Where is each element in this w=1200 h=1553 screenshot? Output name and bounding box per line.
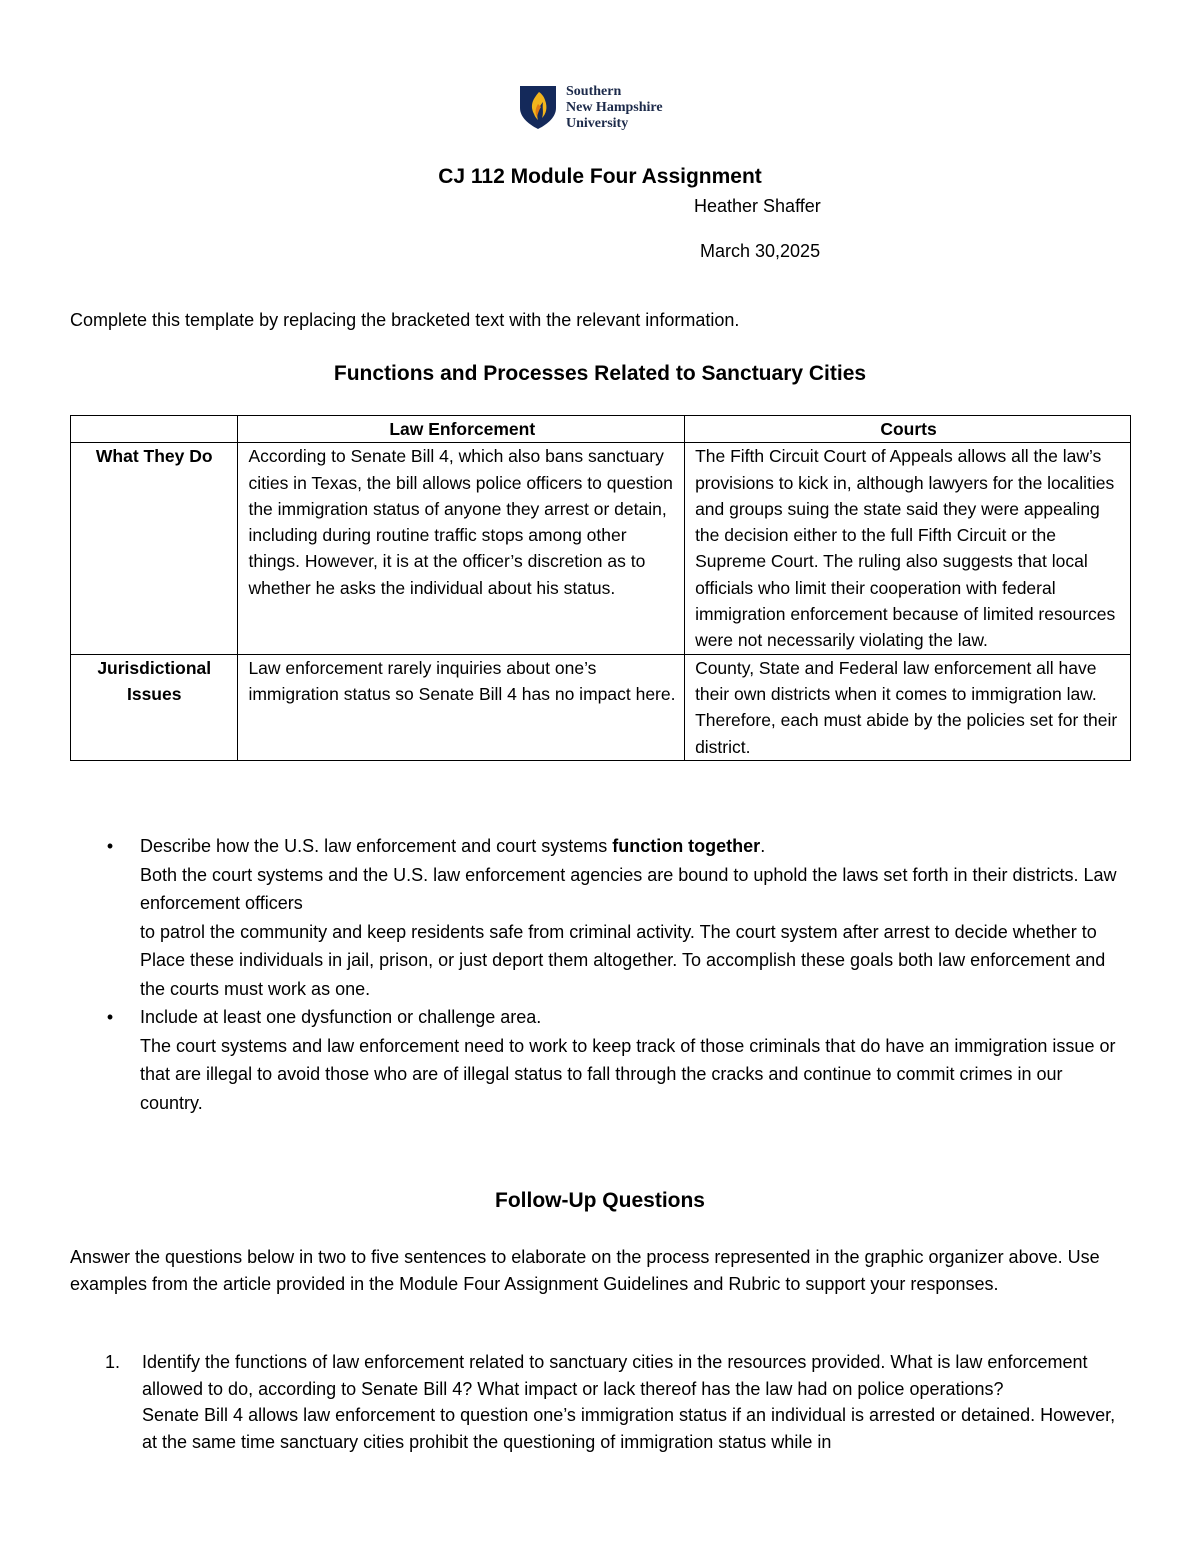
table-header-row [71, 416, 1131, 443]
bullet-prompt-emphasis: function together [612, 836, 761, 856]
list-item [100, 832, 1130, 1003]
bullet-answer-line: Place these individuals in jail, prison, or just deport them altogether. To accomplish these goals both law enforcement and the courts must work as one. [140, 950, 1106, 999]
table-row [71, 654, 1131, 760]
shield-flame-icon [518, 84, 558, 130]
list-item [100, 1003, 1130, 1117]
question-body [142, 1349, 1132, 1455]
logo-line-3: University [566, 116, 629, 131]
cell-courts: County, State and Federal law enforcement all have their own districts when it comes to immigration law. Therefore, each must abide by the policies set for their district. [685, 654, 1131, 760]
cell-law-enforcement: According to Senate Bill 4, which also bans sanctuary cities in Texas, the bill allows police officers to question the immigration status of anyone they arrest or detain, including during routine traffic stops among other things. However, it is at the officer’s discretion as to whether he asks the individual about his status. [238, 443, 685, 654]
section-heading-follow-up: Follow-Up Questions [495, 1189, 705, 1212]
bullet-list [100, 832, 1130, 1117]
follow-up-instructions: Answer the questions below in two to five sentences to elaborate on the process represented in the graphic organizer above. Use examples from the article provided in the Module Four Assignment Guidelines and Rubric to support your responses. [70, 1247, 1100, 1294]
logo-line-2: New Hampshire [566, 100, 663, 115]
row-label-jurisdictional-issues: Jurisdictional Issues [71, 654, 238, 760]
table-header-cell-empty [71, 416, 238, 443]
question-text: Identify the functions of law enforcement related to sanctuary cities in the resources provided. What is law enforcement allowed to do, according to Senate Bill 4? What impact or lack thereof has the law had on police operations? [142, 1352, 1088, 1399]
university-logo [518, 84, 698, 136]
table-header-courts: Courts [685, 416, 1131, 443]
template-instructions: Complete this template by replacing the bracketed text with the relevant information. [70, 310, 740, 330]
bullet-marker: • [106, 836, 114, 856]
bullet-answer-line: Both the court systems and the U.S. law enforcement agencies are bound to uphold the laws set forth in their districts. Law enforcement officers [140, 864, 1117, 913]
logo-wordmark [566, 84, 663, 132]
bullet-prompt-text: Describe how the U.S. law enforcement and court systems [140, 836, 613, 856]
author-name: Heather Shaffer [694, 196, 821, 216]
document-title: CJ 112 Module Four Assignment [438, 165, 762, 188]
cell-courts: The Fifth Circuit Court of Appeals allows all the law’s provisions to kick in, although lawyers for the localities and groups suing the state said they were appealing the decision either to the full Fifth Circuit or the Supreme Court. The ruling also suggests that local officials who limit their cooperation with federal immigration enforcement because of limited resources were not necessarily violating the law. [685, 443, 1131, 654]
cell-law-enforcement: Law enforcement rarely inquiries about one’s immigration status so Senate Bill 4 has no impact here. [238, 654, 685, 760]
section-heading-functions: Functions and Processes Related to Sanctuary Cities [333, 362, 867, 385]
question-number: 1. [105, 1352, 121, 1372]
bullet-prompt [140, 832, 1130, 861]
bullet-prompt-end: . [760, 836, 766, 856]
bullet-marker: • [106, 1007, 114, 1027]
bullet-prompt: Include at least one dysfunction or challenge area. [140, 1007, 542, 1027]
bullet-answer-line: to patrol the community and keep residents safe from criminal activity. The court system after arrest to decide whether to [140, 921, 1097, 942]
logo-line-1: Southern [566, 84, 622, 99]
table-header-law-enforcement: Law Enforcement [238, 416, 685, 443]
bullet-answer-line: The court systems and law enforcement need to work to keep track of those criminals that do have an immigration issue or that are illegal to avoid those who are of illegal status to fall through the cracks and continue to commit crimes in our country. [140, 1035, 1116, 1113]
row-label-what-they-do: What They Do [71, 443, 238, 654]
document-date: March 30,2025 [700, 241, 821, 261]
table-row [71, 443, 1131, 654]
question-answer: Senate Bill 4 allows law enforcement to question one’s immigration status if an individual is arrested or detained. However, at the same time sanctuary cities prohibit the questioning of immigration status while in [142, 1405, 1116, 1452]
functions-table [70, 415, 1131, 761]
